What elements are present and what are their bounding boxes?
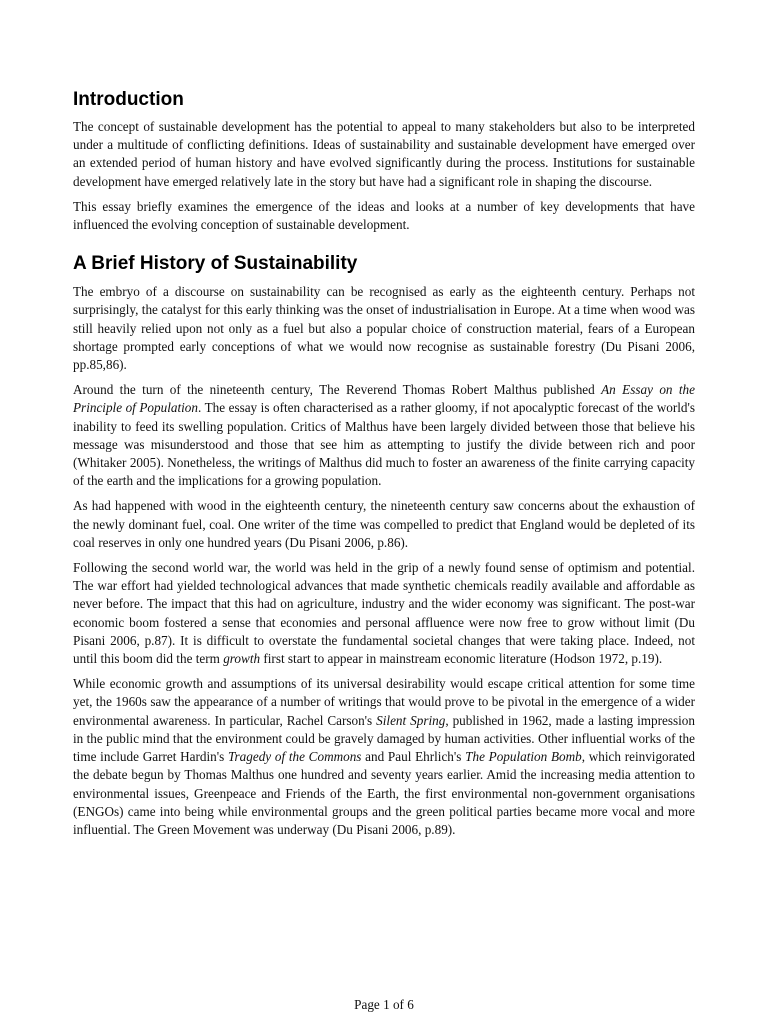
history-paragraph-1: The embryo of a discourse on sustainability can be recognised as early as the eighteenth century. Perhaps not surprisingly, the catalyst for this early thinking was the onset of industrialisation in Europe. At a time when wood was still heavily relied upon not only as a fuel but also a popular choice of construction material, fears of a European shortage prompted early conceptions of what we would now recognise as sustainable forestry (Du Pisani 2006, pp.85,86). — [73, 284, 695, 373]
history-paragraph-4 — [73, 559, 695, 668]
tragedy-of-the-commons-title: Tragedy of the Commons — [227, 749, 362, 765]
introduction-paragraph-1: The concept of sustainable development has the potential to appeal to many stakeholders but also to be interpreted under a multitude of conflicting definitions. Ideas of sustainability and sustainable development have emerged over an extended period of human history and have evolved significantly during the process. Institutions for sustainable development have emerged relatively late in the story but have had a significant role in shaping the discourse. — [73, 119, 695, 189]
introduction-heading: Introduction — [73, 89, 184, 110]
malthus-essay-title: An Essay on the Principle of Population — [73, 382, 695, 416]
history-p2-text-a: Around the turn of the nineteenth century, The Reverend Thomas Robert Malthus published — [73, 382, 602, 398]
document-body — [73, 88, 695, 846]
history-p4-text-b: first start to appear in mainstream economic literature (Hodson 1972, p.19). — [260, 651, 663, 667]
history-p5-text-c: and Paul Ehrlich's — [361, 749, 466, 765]
history-p4-text-a: Following the second world war, the world was held in the grip of a newly found sense of optimism and potential. The war effort had yielded technological advances that made synthetic chemicals readily available and affordable as never before. The impact that this had on agriculture, industry and the wider economy was significant. The post-war economic boom fostered a sense that economies and personal affluence were now free to grow without limit (Du Pisani 2006, p.87). It is difficult to overstate the fundamental societal changes that were taking place. Indeed, not until this boom did the term — [73, 560, 695, 667]
growth-term: growth — [223, 651, 261, 667]
history-p5-text-d: , which reinvigorated the debate begun by Thomas Malthus one hundred and seventy years earlier. Amid the increasing media attention to environmental issues, Greenpeace and Friends of the Earth, the first environmental non-government organisations (ENGOs) came into being while environmental groups and the green political parties became more vocal and more influential. The Green Movement was underway (Du Pisani 2006, p.89). — [73, 749, 695, 837]
population-bomb-title: The Population Bomb — [465, 749, 582, 765]
history-paragraph-5 — [73, 675, 695, 839]
history-paragraph-3: As had happened with wood in the eighteenth century, the nineteenth century saw concerns about the exhaustion of the newly dominant fuel, coal. One writer of the time was compelled to predict that England would be depleted of its coal reserves in only one hundred years (Du Pisani 2006, p.86). — [73, 498, 695, 550]
history-p5-text-b: , published in 1962, made a lasting impression in the public mind that the environment could be gravely damaged by human activities. Other influential works of the time include Garret Hardin's — [73, 712, 695, 765]
introduction-paragraph-2: This essay briefly examines the emergence of the ideas and looks at a number of key developments that have influenced the evolving conception of sustainable development. — [73, 198, 695, 233]
history-heading: A Brief History of Sustainability — [73, 253, 358, 275]
silent-spring-title: Silent Spring — [376, 712, 446, 728]
history-paragraph-2 — [73, 381, 695, 490]
history-p5-text-a: While economic growth and assumptions of its universal desirability would escape critical attention for some time yet, the 1960s saw the appearance of a number of writings that would prove to be pivotal in the emergence of a wider environmental awareness. In particular, Rachel Carson's — [73, 676, 695, 728]
history-p2-text-b: . The essay is often characterised as a rather gloomy, if not apocalyptic forecast of the world's inability to feed its swelling population. Critics of Malthus have been largely divided between those that believe his message was misunderstood and those that see him as attempting to justify the divide between rich and poor (Whitaker 2005). Nonetheless, the writings of Malthus did much to foster an awareness of the finite carrying capacity of the earth and the implications for a growing population. — [73, 400, 695, 489]
page-number: Page 1 of 6 — [354, 997, 414, 1012]
